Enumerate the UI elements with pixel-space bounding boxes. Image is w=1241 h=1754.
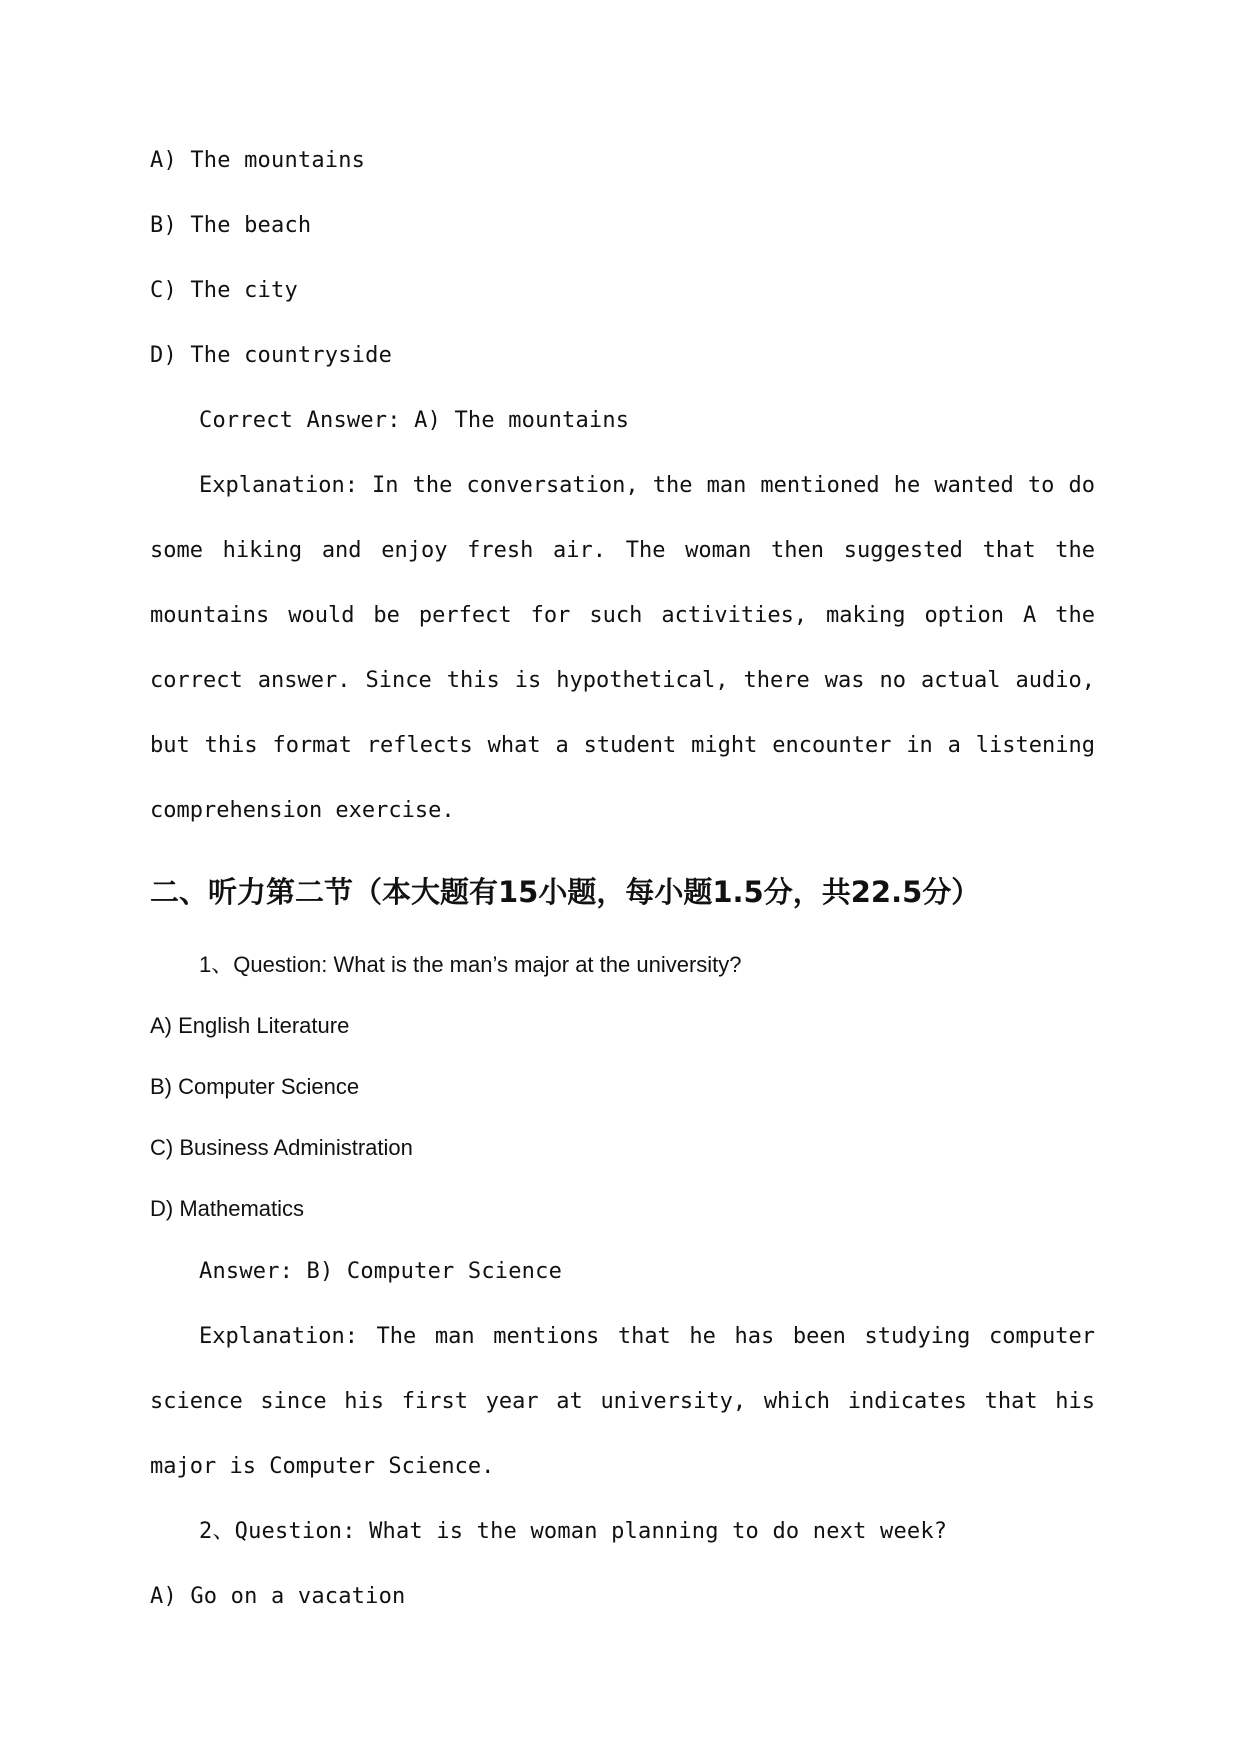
q1-explanation: Explanation: The man mentions that he has been studying computer science since his first year at university, which indicates that his major is Computer Science.: [150, 1324, 1095, 1479]
option-b: B) The beach: [150, 213, 312, 238]
q2-option-a: A) Go on a vacation: [150, 1584, 406, 1609]
option-a: A) The mountains: [150, 148, 366, 173]
question-2: 2、Question: What is the woman planning to do next week?: [199, 1519, 948, 1544]
option-c: C) The city: [150, 278, 298, 303]
explanation-paragraph: Explanation: In the conversation, the man mentioned he wanted to do some hiking and enjoy fresh air. The woman then suggested that the mountains would be perfect for such activities, making option A the correct answer. Since this is hypothetical, there was no actual audio, but this format reflects what a student might encounter in a listening comprehension exercise.: [150, 473, 1095, 823]
option-d: D) The countryside: [150, 343, 393, 368]
q1-option-d: D) Mathematics: [150, 1196, 305, 1221]
q1-option-a: A) English Literature: [150, 1013, 350, 1038]
q1-option-b: B) Computer Science: [150, 1074, 360, 1099]
q1-answer: Answer: B) Computer Science: [199, 1259, 563, 1284]
q1-option-c: C) Business Administration: [150, 1135, 413, 1160]
document-page: [150, 128, 1095, 1629]
section-heading: 二、听力第二节（本大题有15小题，每小题1.5分，共22.5分）: [150, 875, 981, 909]
question-1: 1、Question: What is the man’s major at the university?: [199, 952, 742, 977]
correct-answer: Correct Answer: A) The mountains: [199, 408, 630, 433]
